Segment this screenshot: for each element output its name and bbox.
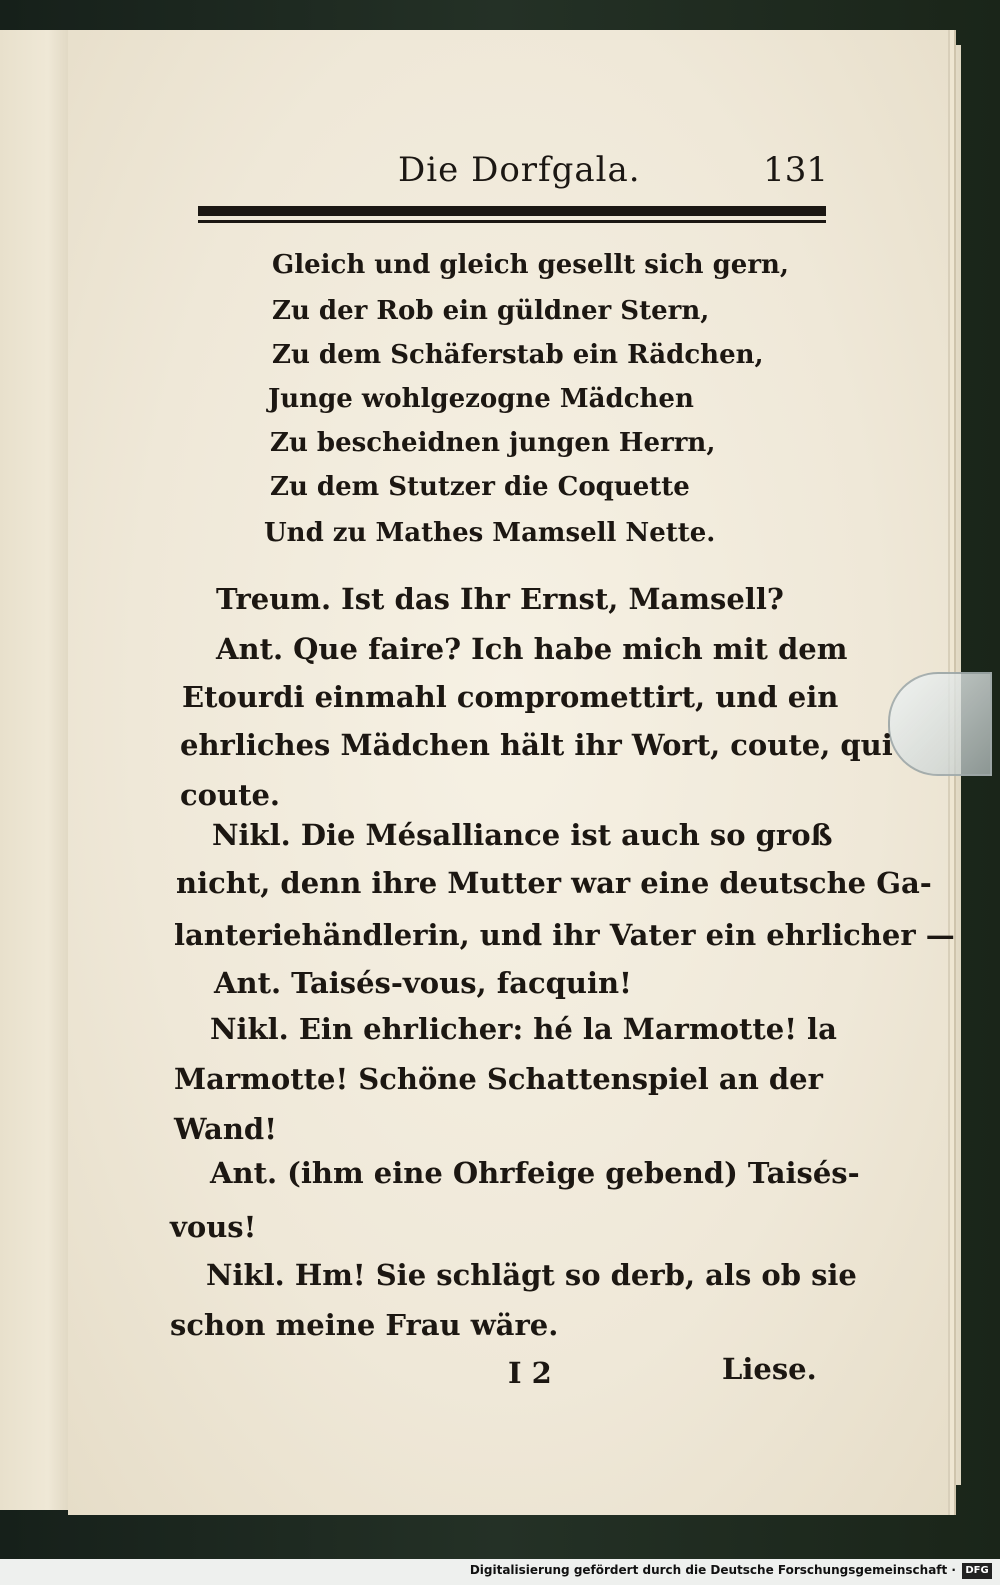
page-clip [888,672,992,776]
page-number: 131 [763,150,828,190]
verse-line: Junge wohlgezogne Mädchen [268,384,694,414]
credit-bar [0,1559,1000,1585]
dfg-logo: DFG [962,1563,992,1579]
prose-line: Treum. Ist das Ihr Ernst, Mamsell? [216,582,784,616]
prose-line: Ant. Taisés-vous, facquin! [214,966,632,1000]
prose-line: Nikl. Die Mésalliance ist auch so groß [212,818,833,852]
prose-line: Marmotte! Schöne Schattenspiel an der [174,1062,823,1096]
prose-line: vous! [170,1210,257,1244]
funding-credit: Digitalisierung gefördert durch die Deutsche Forschungsgemeinschaft · [469,1563,956,1577]
prose-line: nicht, denn ihre Mutter war eine deutsche Ga- [176,866,932,900]
verse-line: Zu der Rob ein güldner Stern, [272,296,710,326]
verse-line: Gleich und gleich gesellt sich gern, [272,250,789,280]
verse-line: Zu dem Stutzer die Coquette [270,472,690,502]
prose-line: schon meine Frau wäre. [170,1308,559,1342]
prose-line: lanteriehändlerin, und ihr Vater ein ehrlicher — [174,918,955,952]
page-header [198,150,828,200]
running-title: Die Dorfgala. [398,150,641,190]
prose-line: Ant. Que faire? Ich habe mich mit dem [216,632,848,666]
verse-line: Zu dem Schäferstab ein Rädchen, [272,340,764,370]
catchword: Liese. [722,1352,817,1386]
prose-line: Ant. (ihm eine Ohrfeige gebend) Taisés- [210,1156,860,1190]
header-rule-thin [198,220,826,223]
verse-line: Und zu Mathes Mamsell Nette. [264,518,716,548]
signature-mark: I 2 [508,1356,552,1390]
prose-line: Nikl. Ein ehrlicher: hé la Marmotte! la [210,1012,837,1046]
verse-line: Zu bescheidnen jungen Herrn, [270,428,716,458]
prose-line: Nikl. Hm! Sie schlägt so derb, als ob sie [206,1258,857,1292]
prose-line: ehrliches Mädchen hält ihr Wort, coute, qui [180,728,893,762]
prose-line: Wand! [174,1112,277,1146]
prose-line: Etourdi einmahl compromettirt, und ein [182,680,839,714]
prose-line: coute. [180,778,281,812]
header-rule [198,206,826,216]
